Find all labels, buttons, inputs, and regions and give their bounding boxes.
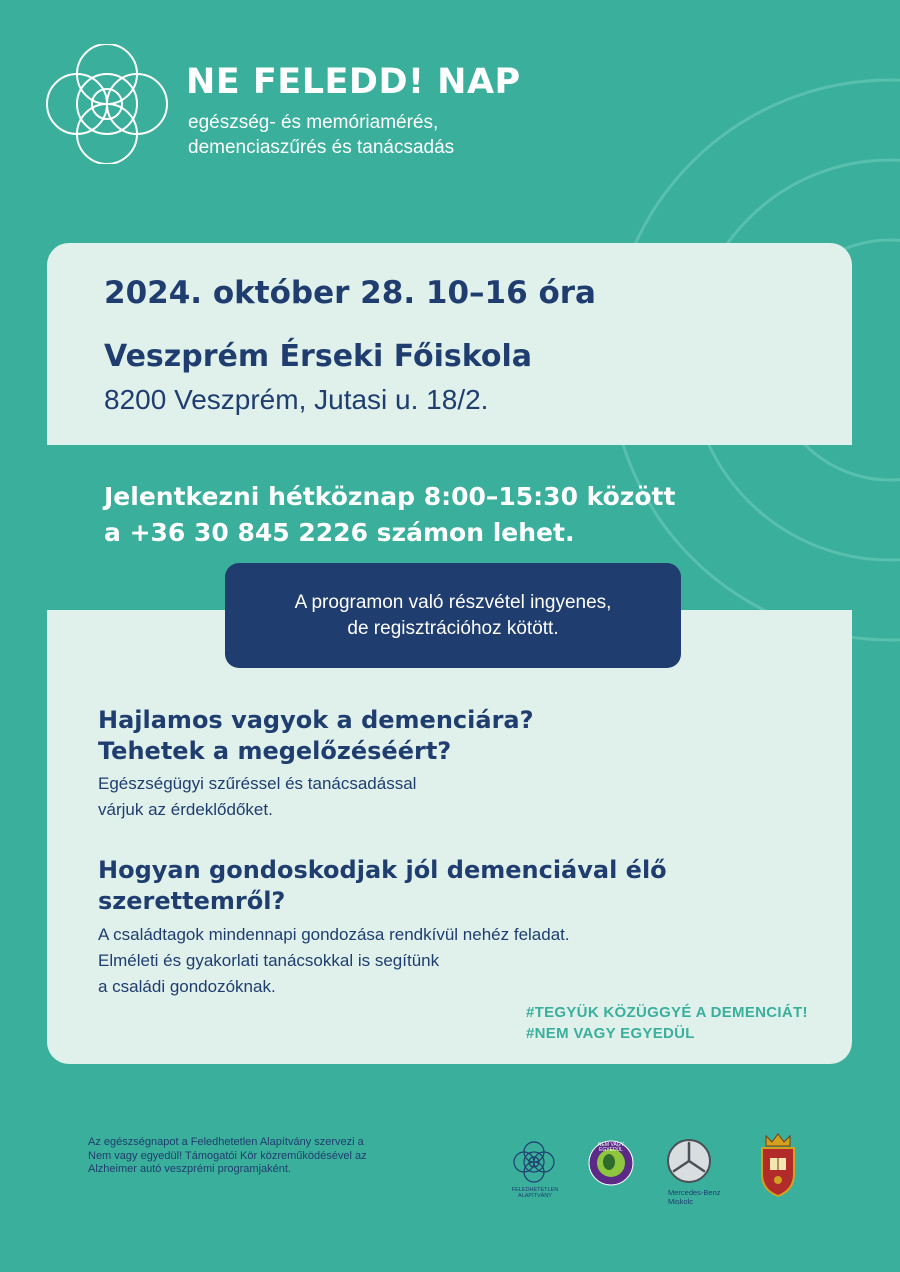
signup-info: Jelentkezni hétköznap 8:00–15:30 között a +36 30 845 2226 számon lehet. xyxy=(104,482,676,547)
free-participation-notice: A programon való részvétel ingyenes, de regisztrációhoz kötött. xyxy=(225,563,681,668)
page-title: NE FELEDD! NAP xyxy=(186,62,521,102)
organizer-footnote: Az egészségnapot a Feledhetetlen Alapítvány szervezi a Nem vagy egyedül! Támogatói Kör közreműködésével az Alzheimer autó veszprémi programjaként. xyxy=(88,1136,367,1175)
event-venue: Veszprém Érseki Főiskola xyxy=(104,339,533,374)
answer-caregiving: A családtagok mindennapi gondozása rendkívül nehéz feladat. Elméleti és gyakorlati tanácsokkal is segítünk a családi gondozóknak. xyxy=(98,925,570,996)
flower-logo-icon xyxy=(44,44,170,164)
page-subtitle: egészség- és memóriamérés, demenciaszűrés és tanácsadás xyxy=(188,112,455,158)
hashtags: #TEGYÜK KÖZÜGGYÉ A DEMENCIÁT! #NEM VAGY EGYEDÜL xyxy=(526,1004,808,1042)
feledhetetlen-label: FELEDHETETLEN ALAPÍTVÁNY xyxy=(511,1187,559,1199)
nem-vagy-egyedul-label: NEM VAGY EGYEDÜL xyxy=(597,1142,625,1153)
mercedes-label: Mercedes-Benz Miskolc xyxy=(668,1188,721,1206)
mercedes-benz-logo-icon xyxy=(666,1138,712,1184)
answer-dementia-risk: Egészségügyi szűréssel és tanácsadással várjuk az érdeklődőket. xyxy=(98,774,417,819)
question-dementia-risk: Hajlamos vagyok a demenciára? Tehetek a megelőzéséért? xyxy=(98,706,534,765)
event-address: 8200 Veszprém, Jutasi u. 18/2. xyxy=(104,384,489,415)
coat-of-arms-icon xyxy=(758,1130,798,1198)
feledhetetlen-logo-icon xyxy=(510,1138,558,1186)
question-caregiving: Hogyan gondoskodjak jól demenciával élő szerettemről? xyxy=(98,856,667,915)
event-date: 2024. október 28. 10–16 óra xyxy=(104,275,596,311)
